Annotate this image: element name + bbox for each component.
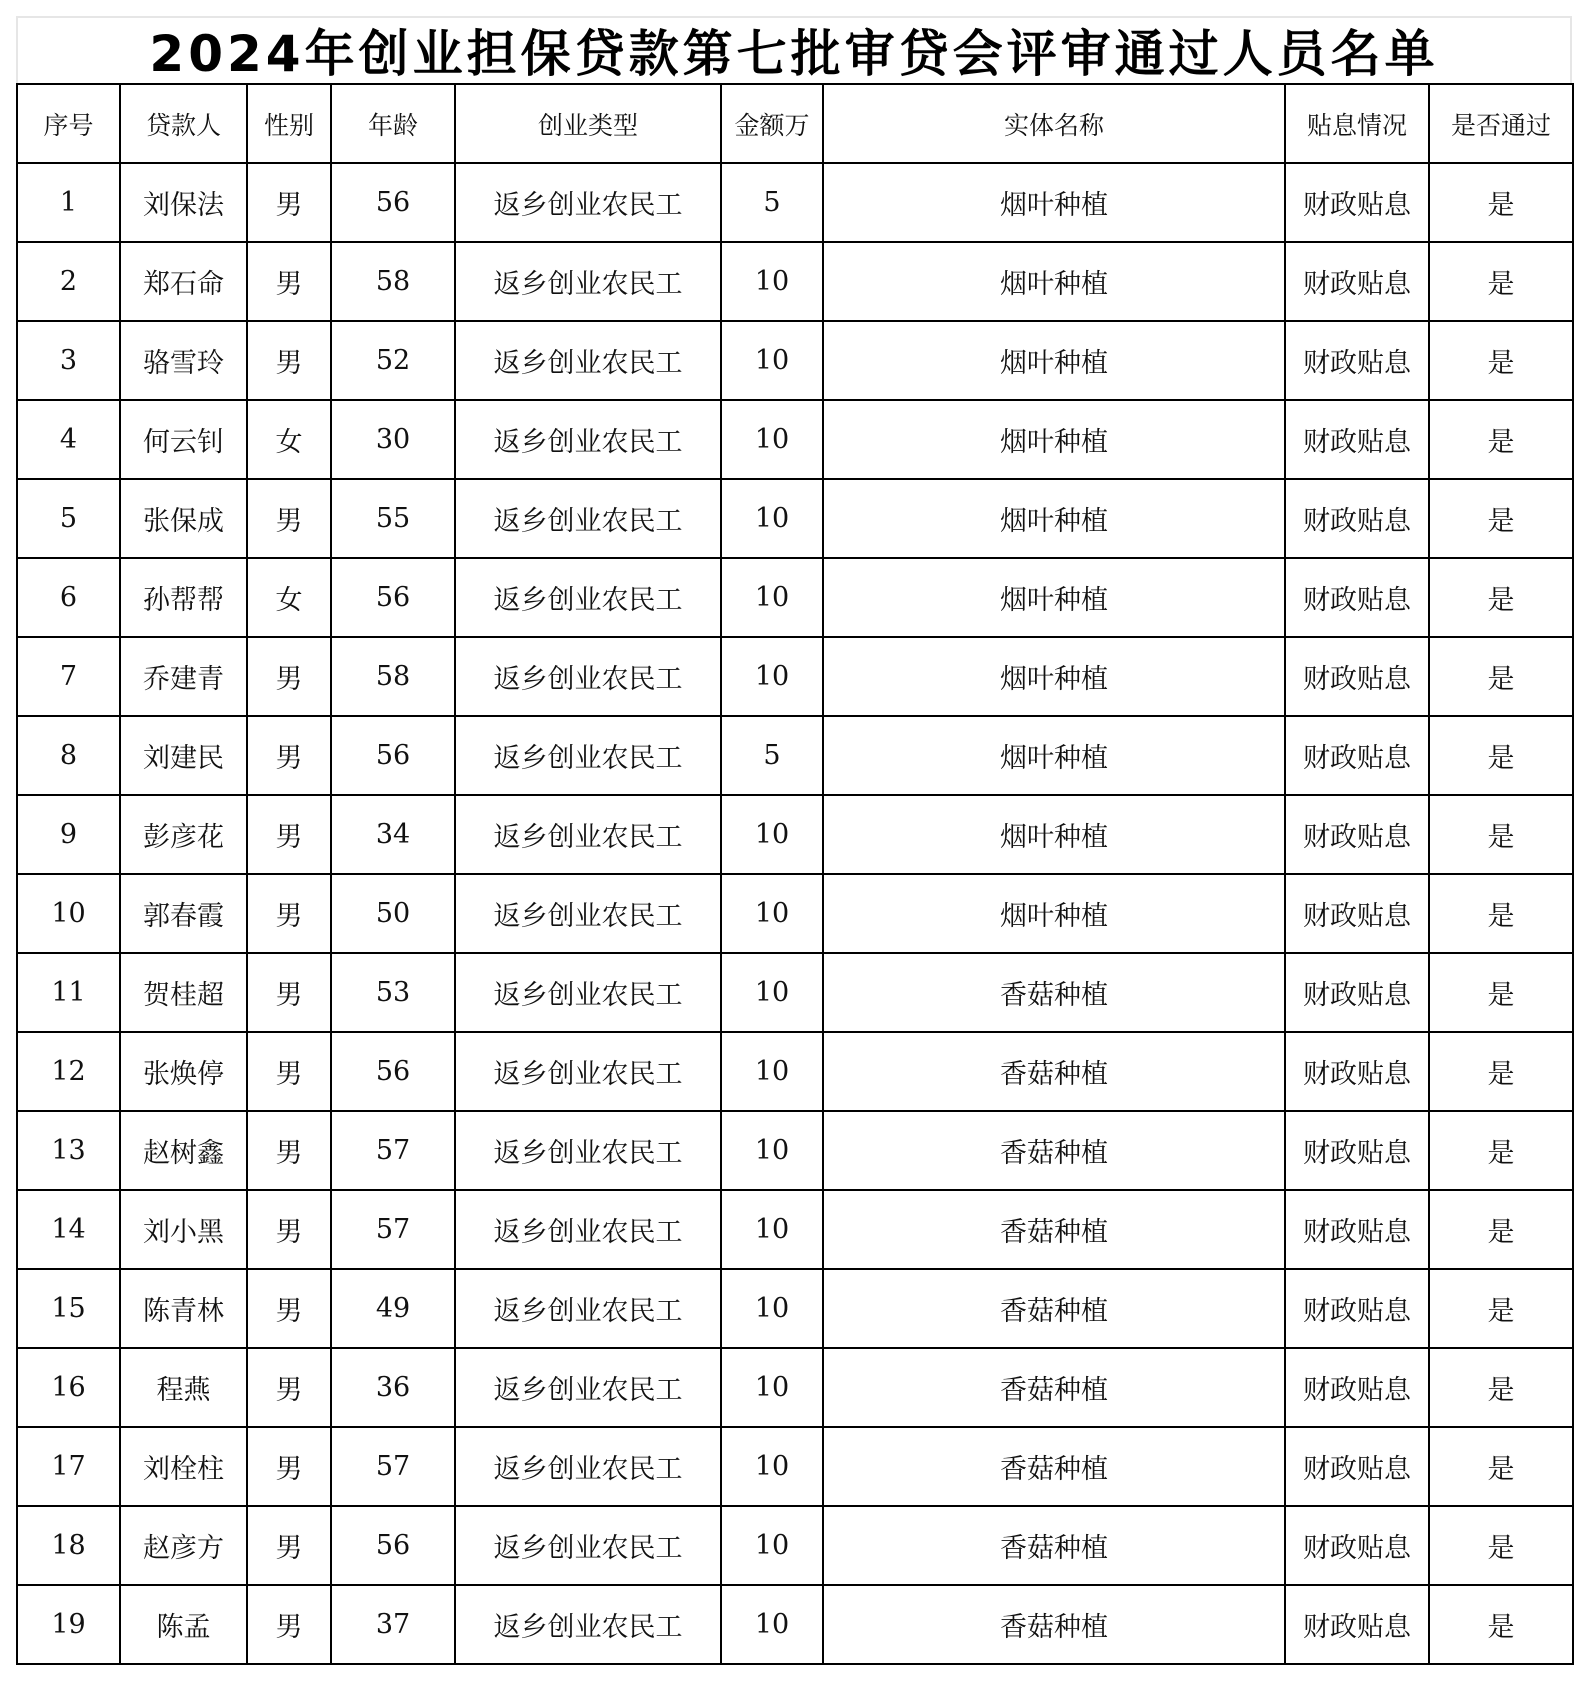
cell-col-subsidy: 财政贴息 [1285,1190,1429,1269]
cell-col-approved: 是 [1429,1190,1573,1269]
cell-col-business-type: 返乡创业农民工 [455,1585,721,1664]
cell-col-borrower: 陈青林 [120,1269,247,1348]
cell-col-subsidy: 财政贴息 [1285,637,1429,716]
cell-col-age: 57 [331,1427,455,1506]
cell-col-entity: 烟叶种植 [823,321,1285,400]
cell-col-amount: 10 [721,321,823,400]
header-col-subsidy: 贴息情况 [1285,84,1429,163]
cell-col-amount: 10 [721,1427,823,1506]
cell-col-borrower: 乔建青 [120,637,247,716]
cell-col-subsidy: 财政贴息 [1285,1506,1429,1585]
table-row [17,1032,1573,1111]
cell-col-subsidy: 财政贴息 [1285,795,1429,874]
cell-col-gender: 男 [247,716,331,795]
header-col-approved: 是否通过 [1429,84,1573,163]
cell-col-entity: 香菇种植 [823,1269,1285,1348]
cell-col-index: 12 [17,1032,120,1111]
table-row [17,479,1573,558]
cell-col-entity: 香菇种植 [823,1032,1285,1111]
cell-col-index: 9 [17,795,120,874]
cell-col-amount: 5 [721,716,823,795]
cell-col-approved: 是 [1429,479,1573,558]
table-row [17,1427,1573,1506]
cell-col-index: 7 [17,637,120,716]
cell-col-entity: 烟叶种植 [823,479,1285,558]
table-row [17,1111,1573,1190]
cell-col-entity: 烟叶种植 [823,716,1285,795]
cell-col-subsidy: 财政贴息 [1285,479,1429,558]
cell-col-age: 56 [331,558,455,637]
cell-col-approved: 是 [1429,558,1573,637]
cell-col-entity: 烟叶种植 [823,558,1285,637]
table-row [17,795,1573,874]
cell-col-borrower: 刘建民 [120,716,247,795]
cell-col-approved: 是 [1429,874,1573,953]
cell-col-age: 57 [331,1111,455,1190]
table-row [17,1506,1573,1585]
cell-col-business-type: 返乡创业农民工 [455,1427,721,1506]
cell-col-borrower: 程燕 [120,1348,247,1427]
cell-col-index: 1 [17,163,120,242]
cell-col-age: 55 [331,479,455,558]
cell-col-index: 16 [17,1348,120,1427]
cell-col-index: 10 [17,874,120,953]
cell-col-entity: 香菇种植 [823,1506,1285,1585]
cell-col-index: 8 [17,716,120,795]
cell-col-subsidy: 财政贴息 [1285,1269,1429,1348]
table-row [17,1585,1573,1664]
cell-col-business-type: 返乡创业农民工 [455,400,721,479]
cell-col-entity: 烟叶种植 [823,400,1285,479]
cell-col-amount: 5 [721,163,823,242]
cell-col-index: 14 [17,1190,120,1269]
cell-col-index: 11 [17,953,120,1032]
cell-col-age: 50 [331,874,455,953]
table-row [17,874,1573,953]
cell-col-age: 36 [331,1348,455,1427]
cell-col-age: 52 [331,321,455,400]
cell-col-index: 2 [17,242,120,321]
cell-col-borrower: 陈孟 [120,1585,247,1664]
cell-col-index: 18 [17,1506,120,1585]
cell-col-business-type: 返乡创业农民工 [455,953,721,1032]
cell-col-subsidy: 财政贴息 [1285,874,1429,953]
cell-col-approved: 是 [1429,1032,1573,1111]
cell-col-age: 30 [331,400,455,479]
cell-col-business-type: 返乡创业农民工 [455,716,721,795]
cell-col-subsidy: 财政贴息 [1285,1427,1429,1506]
cell-col-amount: 10 [721,1585,823,1664]
cell-col-business-type: 返乡创业农民工 [455,479,721,558]
cell-col-borrower: 彭彦花 [120,795,247,874]
cell-col-age: 53 [331,953,455,1032]
cell-col-amount: 10 [721,1269,823,1348]
cell-col-subsidy: 财政贴息 [1285,163,1429,242]
cell-col-business-type: 返乡创业农民工 [455,874,721,953]
cell-col-entity: 香菇种植 [823,1348,1285,1427]
cell-col-subsidy: 财政贴息 [1285,1032,1429,1111]
table-row [17,163,1573,242]
header-col-index: 序号 [17,84,120,163]
cell-col-subsidy: 财政贴息 [1285,558,1429,637]
cell-col-gender: 男 [247,874,331,953]
cell-col-business-type: 返乡创业农民工 [455,795,721,874]
cell-col-gender: 女 [247,400,331,479]
table-row [17,1348,1573,1427]
cell-col-business-type: 返乡创业农民工 [455,637,721,716]
table-row [17,953,1573,1032]
cell-col-approved: 是 [1429,1585,1573,1664]
cell-col-subsidy: 财政贴息 [1285,1348,1429,1427]
header-col-gender: 性别 [247,84,331,163]
cell-col-borrower: 刘保法 [120,163,247,242]
cell-col-entity: 烟叶种植 [823,242,1285,321]
cell-col-business-type: 返乡创业农民工 [455,163,721,242]
cell-col-entity: 烟叶种植 [823,874,1285,953]
cell-col-borrower: 孙帮帮 [120,558,247,637]
cell-col-subsidy: 财政贴息 [1285,242,1429,321]
cell-col-borrower: 郑石命 [120,242,247,321]
cell-col-business-type: 返乡创业农民工 [455,1269,721,1348]
cell-col-index: 6 [17,558,120,637]
cell-col-business-type: 返乡创业农民工 [455,242,721,321]
cell-col-age: 58 [331,637,455,716]
cell-col-amount: 10 [721,1111,823,1190]
cell-col-gender: 男 [247,637,331,716]
cell-col-index: 5 [17,479,120,558]
cell-col-borrower: 赵树鑫 [120,1111,247,1190]
approved-borrowers-table [16,83,1574,1665]
cell-col-age: 56 [331,1032,455,1111]
cell-col-approved: 是 [1429,1269,1573,1348]
cell-col-approved: 是 [1429,795,1573,874]
cell-col-approved: 是 [1429,637,1573,716]
cell-col-entity: 烟叶种植 [823,637,1285,716]
cell-col-gender: 男 [247,1032,331,1111]
cell-col-approved: 是 [1429,716,1573,795]
cell-col-age: 57 [331,1190,455,1269]
header-col-age: 年龄 [331,84,455,163]
cell-col-borrower: 张焕停 [120,1032,247,1111]
cell-col-entity: 香菇种植 [823,1190,1285,1269]
cell-col-borrower: 刘小黑 [120,1190,247,1269]
cell-col-gender: 男 [247,795,331,874]
cell-col-gender: 男 [247,1190,331,1269]
cell-col-entity: 香菇种植 [823,1111,1285,1190]
header-col-entity: 实体名称 [823,84,1285,163]
cell-col-index: 17 [17,1427,120,1506]
cell-col-amount: 10 [721,400,823,479]
cell-col-gender: 男 [247,1269,331,1348]
table-row [17,637,1573,716]
header-col-amount: 金额万 [721,84,823,163]
table-row [17,558,1573,637]
cell-col-index: 4 [17,400,120,479]
cell-col-subsidy: 财政贴息 [1285,716,1429,795]
cell-col-age: 37 [331,1585,455,1664]
cell-col-age: 58 [331,242,455,321]
cell-col-business-type: 返乡创业农民工 [455,1506,721,1585]
cell-col-age: 56 [331,163,455,242]
cell-col-borrower: 骆雪玲 [120,321,247,400]
cell-col-amount: 10 [721,558,823,637]
cell-col-amount: 10 [721,1348,823,1427]
cell-col-gender: 男 [247,1427,331,1506]
cell-col-amount: 10 [721,242,823,321]
cell-col-index: 15 [17,1269,120,1348]
cell-col-gender: 女 [247,558,331,637]
cell-col-gender: 男 [247,321,331,400]
cell-col-index: 13 [17,1111,120,1190]
cell-col-entity: 香菇种植 [823,953,1285,1032]
cell-col-borrower: 郭春霞 [120,874,247,953]
cell-col-borrower: 何云钊 [120,400,247,479]
cell-col-gender: 男 [247,163,331,242]
cell-col-subsidy: 财政贴息 [1285,1111,1429,1190]
table-row [17,1190,1573,1269]
cell-col-age: 56 [331,1506,455,1585]
cell-col-business-type: 返乡创业农民工 [455,321,721,400]
cell-col-index: 3 [17,321,120,400]
cell-col-approved: 是 [1429,163,1573,242]
header-col-business-type: 创业类型 [455,84,721,163]
cell-col-business-type: 返乡创业农民工 [455,1032,721,1111]
title-box [16,16,1572,83]
cell-col-approved: 是 [1429,1348,1573,1427]
table-row [17,716,1573,795]
cell-col-amount: 10 [721,637,823,716]
cell-col-amount: 10 [721,874,823,953]
cell-col-subsidy: 财政贴息 [1285,1585,1429,1664]
cell-col-gender: 男 [247,242,331,321]
cell-col-entity: 香菇种植 [823,1585,1285,1664]
cell-col-gender: 男 [247,1585,331,1664]
header-row [17,84,1573,163]
table-row [17,242,1573,321]
cell-col-amount: 10 [721,953,823,1032]
cell-col-business-type: 返乡创业农民工 [455,1348,721,1427]
cell-col-business-type: 返乡创业农民工 [455,1111,721,1190]
cell-col-approved: 是 [1429,400,1573,479]
cell-col-borrower: 贺桂超 [120,953,247,1032]
cell-col-entity: 香菇种植 [823,1427,1285,1506]
table-row [17,1269,1573,1348]
cell-col-gender: 男 [247,953,331,1032]
cell-col-gender: 男 [247,1506,331,1585]
cell-col-gender: 男 [247,1111,331,1190]
cell-col-approved: 是 [1429,1427,1573,1506]
table-body [17,163,1573,1664]
cell-col-approved: 是 [1429,1111,1573,1190]
cell-col-business-type: 返乡创业农民工 [455,558,721,637]
table-row [17,321,1573,400]
cell-col-age: 56 [331,716,455,795]
cell-col-amount: 10 [721,795,823,874]
cell-col-age: 49 [331,1269,455,1348]
cell-col-subsidy: 财政贴息 [1285,400,1429,479]
cell-col-gender: 男 [247,479,331,558]
cell-col-amount: 10 [721,1032,823,1111]
cell-col-business-type: 返乡创业农民工 [455,1190,721,1269]
cell-col-borrower: 张保成 [120,479,247,558]
cell-col-approved: 是 [1429,1506,1573,1585]
cell-col-amount: 10 [721,1190,823,1269]
cell-col-approved: 是 [1429,242,1573,321]
cell-col-entity: 烟叶种植 [823,163,1285,242]
cell-col-amount: 10 [721,479,823,558]
cell-col-entity: 烟叶种植 [823,795,1285,874]
header-col-borrower: 贷款人 [120,84,247,163]
cell-col-subsidy: 财政贴息 [1285,953,1429,1032]
table-row [17,400,1573,479]
cell-col-approved: 是 [1429,321,1573,400]
cell-col-gender: 男 [247,1348,331,1427]
cell-col-age: 34 [331,795,455,874]
cell-col-index: 19 [17,1585,120,1664]
cell-col-subsidy: 财政贴息 [1285,321,1429,400]
document-title: 2024年创业担保贷款第七批审贷会评审通过人员名单 [149,24,1439,83]
cell-col-borrower: 赵彦方 [120,1506,247,1585]
cell-col-amount: 10 [721,1506,823,1585]
cell-col-borrower: 刘栓柱 [120,1427,247,1506]
cell-col-approved: 是 [1429,953,1573,1032]
